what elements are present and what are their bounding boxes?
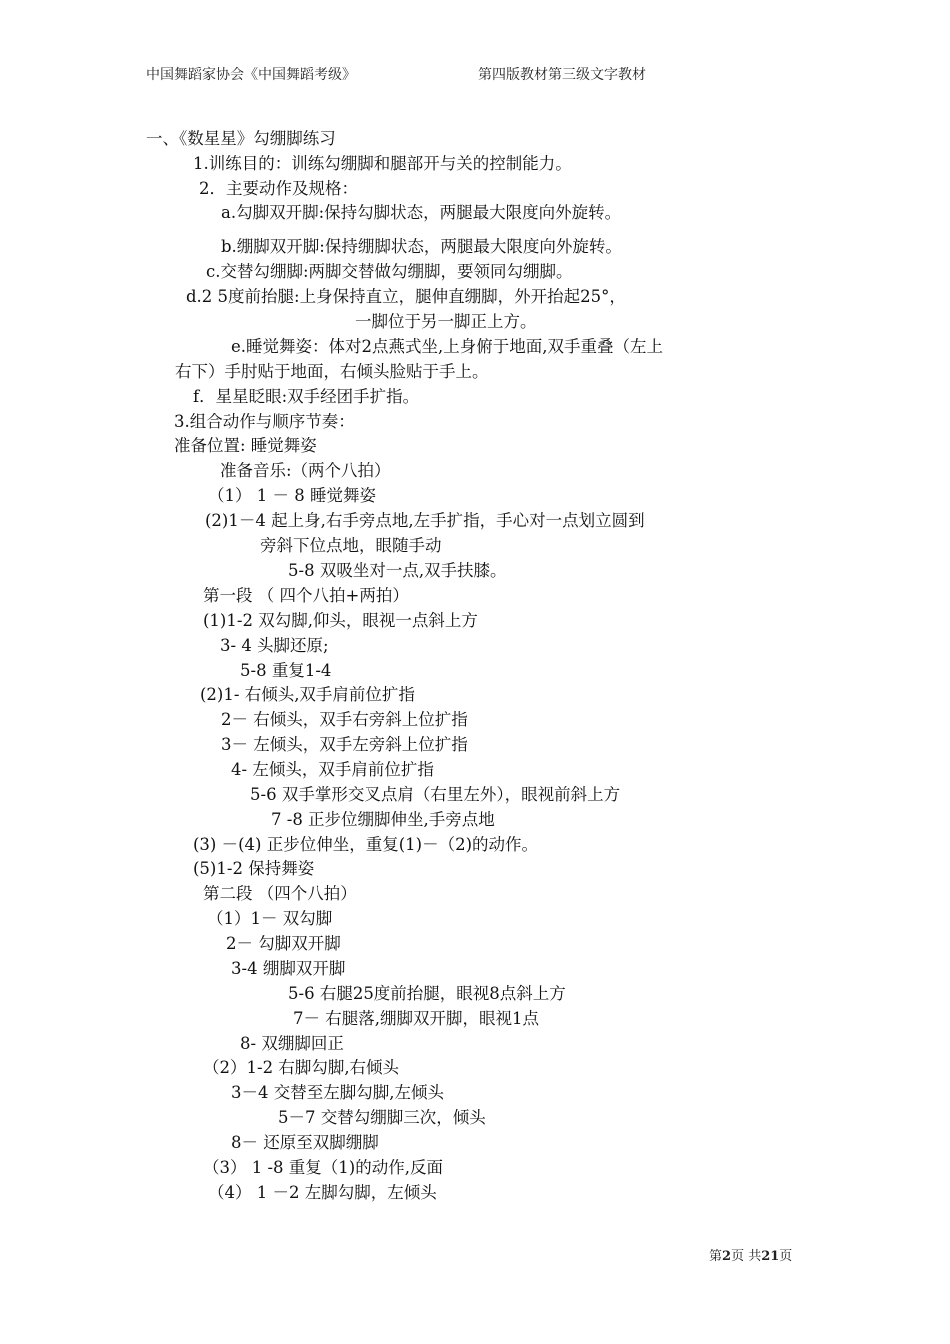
text-line: 1.训练目的：训练勾绷脚和腿部开与关的控制能力。 (193, 154, 572, 173)
total-pages: 21 (761, 1249, 780, 1264)
page-number (709, 1248, 792, 1266)
text-line: (5)1-2 保持舞姿 (193, 859, 315, 878)
text-line: 第二段 （四个八拍） (203, 884, 357, 903)
text-line: 2－ 勾脚双开脚 (226, 934, 341, 953)
text-line: 第一段 （ 四个八拍+两拍） (203, 586, 409, 605)
text-line: 5-6 右腿25度前抬腿，眼视8点斜上方 (288, 984, 566, 1003)
text-line: 7 -8 正步位绷脚伸坐,手旁点地 (271, 810, 495, 829)
text-line: 2－ 右倾头，双手右旁斜上位扩指 (221, 710, 468, 729)
text-line: (1)1-2 双勾脚,仰头，眼视一点斜上方 (203, 611, 478, 630)
section-heading: 一、《数星星》勾绷脚练习 (146, 129, 336, 148)
page-prefix: 第 (709, 1249, 723, 1264)
text-line: （1）1－ 双勾脚 (207, 909, 333, 928)
text-line: 旁斜下位点地，眼随手动 (260, 536, 442, 555)
text-line: c.交替勾绷脚:两脚交替做勾绷脚，要领同勾绷脚。 (206, 262, 573, 281)
page-suffix: 页 (779, 1249, 793, 1264)
text-line: （1） 1 － 8 睡觉舞姿 (208, 486, 376, 505)
text-line: d.2 5度前抬腿:上身保持直立，腿伸直绷脚，外开抬起25°， (186, 287, 626, 306)
header-left: 中国舞蹈家协会《中国舞蹈考级》 (146, 67, 356, 83)
text-line: (2)1- 右倾头,双手肩前位扩指 (200, 685, 415, 704)
text-line: a.勾脚双开脚:保持勾脚状态，两腿最大限度向外旋转。 (221, 203, 622, 222)
text-line: b.绷脚双开脚:保持绷脚状态，两腿最大限度向外旋转。 (221, 237, 622, 256)
text-line: 右下）手肘贴于地面，右倾头脸贴于手上。 (175, 362, 489, 381)
text-line: 5-6 双手掌形交叉点肩（右里左外），眼视前斜上方 (250, 785, 621, 804)
text-line: （3） 1 -8 重复（1)的动作,反面 (203, 1158, 443, 1177)
current-page: 2 (722, 1249, 732, 1264)
text-line: 3-4 绷脚双开脚 (231, 959, 346, 978)
text-line: 3－ 左倾头，双手左旁斜上位扩指 (221, 735, 468, 754)
text-line: 8－ 还原至双脚绷脚 (231, 1133, 379, 1152)
text-line: (3) －(4) 正步位伸坐，重复(1)－（2)的动作。 (193, 835, 539, 854)
page-middle: 页 共 (731, 1249, 762, 1264)
text-line: 3- 4 头脚还原; (220, 636, 329, 655)
header-right: 第四版教材第三级文字教材 (478, 67, 646, 83)
text-line: 5-8 重复1-4 (240, 661, 332, 680)
text-line: 5－7 交替勾绷脚三次，倾头 (278, 1108, 486, 1127)
text-line: 2．主要动作及规格： (199, 179, 358, 198)
text-line: 3.组合动作与顺序节奏： (174, 412, 355, 431)
text-line: 5-8 双吸坐对一点,双手扶膝。 (288, 561, 507, 580)
text-line: f．星星眨眼:双手经团手扩指。 (193, 387, 420, 406)
text-line: 准备位置: 睡觉舞姿 (174, 436, 317, 455)
text-line: e.睡觉舞姿：体对2点燕式坐,上身俯于地面,双手重叠（左上 (231, 337, 663, 356)
text-line: 一脚位于另一脚正上方。 (355, 312, 537, 331)
text-line: （2）1-2 右脚勾脚,右倾头 (203, 1058, 400, 1077)
text-line: 7－ 右腿落,绷脚双开脚，眼视1点 (293, 1009, 539, 1028)
text-line: 4- 左倾头，双手肩前位扩指 (231, 760, 434, 779)
text-line: 8- 双绷脚回正 (240, 1034, 344, 1053)
text-line: (2)1－4 起上身,右手旁点地,左手扩指，手心对一点划立圆到 (205, 511, 645, 530)
text-line: 准备音乐:（两个八拍） (220, 461, 391, 480)
text-line: 3－4 交替至左脚勾脚,左倾头 (231, 1083, 444, 1102)
text-line: （4） 1 －2 左脚勾脚，左倾头 (208, 1183, 437, 1202)
